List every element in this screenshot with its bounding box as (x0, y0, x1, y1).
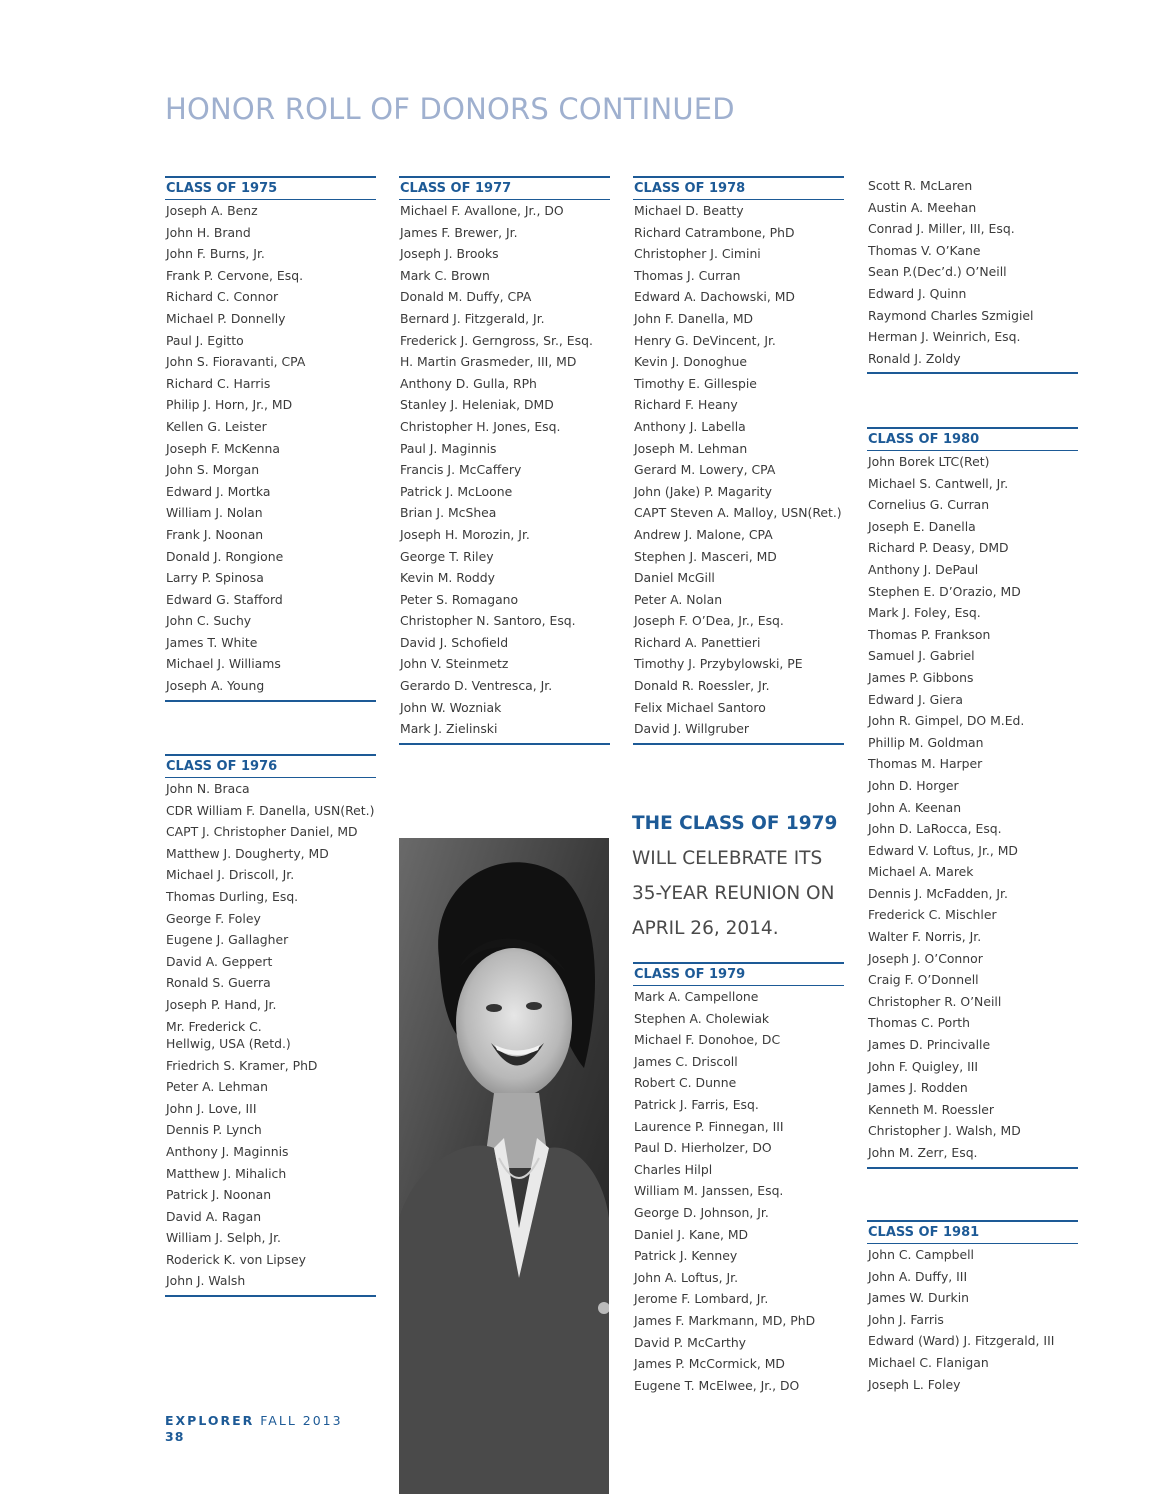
donor-name: Kevin M. Roddy (400, 570, 495, 586)
donor-name: Brian J. McShea (400, 505, 497, 521)
donor-name: Joseph L. Foley (868, 1376, 961, 1392)
donor-name: Ronald J. Zoldy (868, 350, 961, 366)
donor-name: Anthony J. Labella (634, 418, 746, 434)
donor-name: Edward J. Quinn (868, 285, 967, 301)
donor-name: Joseph H. Morozin, Jr. (400, 526, 530, 542)
donor-name: Richard A. Panettieri (634, 634, 761, 650)
donor-name: Philip J. Horn, Jr., MD (166, 397, 293, 413)
donor-name: Timothy J. Przybylowski, PE (634, 656, 803, 672)
donor-name: Robert C. Dunne (634, 1075, 737, 1091)
donor-name: Phillip M. Goldman (868, 734, 984, 750)
class-heading: CLASS OF 1976 (165, 754, 376, 778)
donor-name: John R. Gimpel, DO M.Ed. (868, 713, 1025, 729)
donor-name: James T. White (166, 634, 258, 650)
donor-name: Larry P. Spinosa (166, 570, 264, 586)
donor-name: Eugene T. McElwee, Jr., DO (634, 1377, 800, 1393)
donor-name: John Borek LTC(Ret) (868, 454, 990, 469)
donor-name: Stanley J. Heleniak, DMD (400, 397, 554, 413)
donor-name: John A. Duffy, III (868, 1268, 968, 1284)
donor-name: Dennis J. McFadden, Jr. (868, 885, 1008, 901)
donor-name: John J. Love, III (166, 1100, 257, 1116)
donor-name: George D. Johnson, Jr. (634, 1204, 769, 1220)
donor-name: Anthony D. Gulla, RPh (400, 375, 537, 391)
class-heading: CLASS OF 1981 (867, 1220, 1078, 1244)
donor-name: Mark C. Brown (400, 267, 490, 283)
donor-name: Frank P. Cervone, Esq. (166, 267, 304, 283)
donor-name: Michael D. Beatty (634, 203, 744, 218)
class-heading: CLASS OF 1977 (399, 176, 610, 200)
donor-name: Edward J. Giera (868, 691, 963, 707)
reunion-callout (632, 806, 847, 946)
donor-name: Edward G. Stafford (166, 591, 283, 607)
donor-name: John (Jake) P. Magarity (634, 483, 772, 499)
donor-name: Peter A. Nolan (634, 591, 723, 607)
donor-name: William J. Selph, Jr. (166, 1230, 281, 1246)
donor-name: John J. Farris (868, 1311, 944, 1327)
donor-name: Walter F. Norris, Jr. (868, 929, 982, 945)
donor-name: Christopher R. O’Neill (868, 993, 1002, 1009)
page-title: HONOR ROLL OF DONORS CONTINUED (165, 92, 735, 126)
donor-name: Timothy E. Gillespie (634, 375, 757, 391)
donor-name: Richard F. Heany (634, 397, 738, 413)
donor-list (399, 200, 610, 740)
class-heading: CLASS OF 1978 (633, 176, 844, 200)
donor-name: Joseph A. Benz (166, 203, 258, 218)
donor-name: James D. Princivalle (868, 1037, 991, 1053)
donor-name: Daniel J. Kane, MD (634, 1226, 749, 1242)
section-rule (633, 743, 844, 745)
donor-name: Stephen J. Masceri, MD (634, 548, 777, 564)
donor-name: Michael F. Avallone, Jr., DO (400, 203, 564, 218)
donor-name: Joseph J. O’Connor (868, 950, 983, 966)
section-rule (867, 372, 1078, 374)
donor-name: Thomas J. Curran (634, 267, 741, 283)
section-rule (165, 1295, 376, 1297)
donor-name: Bernard J. Fitzgerald, Jr. (400, 310, 545, 326)
class-1976-block (165, 754, 376, 1297)
class-1975-block (165, 176, 376, 702)
donor-name: Christopher J. Cimini (634, 246, 761, 262)
donor-name: James F. Markmann, MD, PhD (634, 1312, 816, 1328)
donor-name: Jerome F. Lombard, Jr. (634, 1291, 769, 1307)
donor-name: Michael F. Donohoe, DC (634, 1032, 781, 1048)
donor-name: James P. McCormick, MD (634, 1356, 785, 1372)
donor-name: Friedrich S. Kramer, PhD (166, 1057, 318, 1073)
donor-name: Craig F. O’Donnell (868, 972, 979, 988)
donor-name: John D. Horger (868, 777, 959, 793)
donor-name: Michael J. Williams (166, 656, 281, 672)
donor-name: Sean P.(Dec’d.) O’Neill (868, 264, 1007, 280)
donor-name: Joseph P. Hand, Jr. (166, 996, 277, 1012)
donor-list (165, 200, 376, 697)
donor-name: John H. Brand (166, 224, 251, 240)
class-heading: CLASS OF 1975 (165, 176, 376, 200)
donor-name: Kenneth M. Roessler (868, 1101, 995, 1117)
donor-name: Eugene J. Gallagher (166, 932, 289, 948)
donor-name: Kellen G. Leister (166, 418, 267, 434)
magazine-name: EXPLORER (165, 1413, 255, 1428)
donor-name: Mark J. Zielinski (400, 721, 498, 737)
donor-name: Frederick J. Gerngross, Sr., Esq. (400, 332, 593, 348)
donor-name: James J. Rodden (868, 1080, 968, 1096)
donor-name: James F. Brewer, Jr. (400, 224, 518, 240)
donor-name: John M. Zerr, Esq. (868, 1145, 978, 1160)
reunion-lead: THE CLASS OF 1979 (632, 813, 838, 834)
donor-name: Francis J. McCaffery (400, 462, 522, 478)
donor-name: Joseph J. Brooks (400, 246, 499, 262)
donor-list (867, 1244, 1078, 1395)
donor-name: Gerard M. Lowery, CPA (634, 462, 776, 478)
reunion-text: WILL CELEBRATE ITS 35-YEAR REUNION ON APRIL 26, 2014. (632, 848, 835, 939)
donor-name: Donald J. Rongione (166, 548, 284, 564)
donor-name: Michael A. Marek (868, 864, 974, 880)
donor-list (165, 778, 376, 1292)
donor-name: Austin A. Meehan (868, 199, 977, 215)
section-rule (867, 1167, 1078, 1169)
donor-name: Charles Hilpl (634, 1161, 713, 1177)
donor-name: Gerardo D. Ventresca, Jr. (400, 678, 553, 694)
donor-name: Kevin J. Donoghue (634, 354, 747, 370)
donor-name: Frank J. Noonan (166, 526, 264, 542)
donor-name: William M. Janssen, Esq. (634, 1183, 784, 1199)
donor-name: George T. Riley (400, 548, 494, 564)
donor-name: David P. McCarthy (634, 1334, 747, 1350)
donor-name: Mark J. Foley, Esq. (868, 605, 981, 621)
donor-name: Edward V. Loftus, Jr., MD (868, 842, 1018, 858)
donor-name: Roderick K. von Lipsey (166, 1251, 306, 1267)
donor-name: Felix Michael Santoro (634, 699, 766, 715)
donor-name: John N. Braca (166, 781, 250, 796)
donor-name: John D. LaRocca, Esq. (868, 821, 1002, 837)
donor-list (867, 451, 1078, 1164)
donor-name: James C. Driscoll (634, 1053, 738, 1069)
donor-name: Mark A. Campellone (634, 989, 759, 1004)
donor-name: John C. Campbell (868, 1247, 974, 1262)
donor-name: Stephen E. D’Orazio, MD (868, 583, 1021, 599)
donor-name: William J. Nolan (166, 505, 263, 521)
donor-list (867, 175, 1078, 369)
section-rule (165, 700, 376, 702)
donor-name: James W. Durkin (868, 1290, 969, 1306)
donor-name: John C. Suchy (166, 613, 252, 629)
section-rule (399, 743, 610, 745)
donor-name: John A. Keenan (868, 799, 962, 815)
donor-name: Samuel J. Gabriel (868, 648, 975, 664)
donor-name: Michael J. Driscoll, Jr. (166, 867, 295, 883)
donor-name: Matthew J. Mihalich (166, 1165, 287, 1181)
donor-name: Joseph E. Danella (868, 518, 976, 534)
donor-name: David A. Geppert (166, 953, 273, 969)
page-footer (165, 1413, 343, 1445)
donor-name: Donald M. Duffy, CPA (400, 289, 532, 305)
class-heading: CLASS OF 1980 (867, 427, 1078, 451)
donor-name: Patrick J. Noonan (166, 1187, 272, 1203)
donor-name: David J. Willgruber (634, 721, 749, 737)
donor-name: Henry G. DeVincent, Jr. (634, 332, 776, 348)
donor-name: George F. Foley (166, 910, 261, 926)
donor-name: Cornelius G. Curran (868, 497, 990, 513)
class-1978-block (633, 176, 844, 745)
donor-name: Joseph M. Lehman (634, 440, 748, 456)
donor-name: David J. Schofield (400, 634, 509, 650)
donor-name: John F. Danella, MD (634, 310, 754, 326)
donor-name: CAPT Steven A. Malloy, USN(Ret.) (634, 505, 842, 521)
donor-name: Laurence P. Finnegan, III (634, 1118, 784, 1134)
donor-name: Christopher H. Jones, Esq. (400, 418, 561, 434)
donor-name: Daniel McGill (634, 570, 715, 586)
donor-name: Paul D. Hierholzer, DO (634, 1140, 772, 1156)
donor-name: Richard C. Harris (166, 375, 271, 391)
donor-name: Thomas Durling, Esq. (166, 888, 299, 904)
class-1978-continued-block (867, 175, 1078, 374)
donor-list (633, 986, 844, 1396)
issue-label: FALL 2013 (260, 1413, 343, 1428)
donor-name: David A. Ragan (166, 1208, 262, 1224)
donor-name: Peter S. Romagano (400, 591, 519, 607)
donor-name: Edward A. Dachowski, MD (634, 289, 795, 305)
donor-name: John J. Walsh (166, 1273, 246, 1289)
donor-name: CDR William F. Danella, USN(Ret.) (166, 802, 375, 818)
donor-name: Andrew J. Malone, CPA (634, 526, 773, 542)
photo-image (399, 838, 609, 1494)
donor-name: Joseph F. O’Dea, Jr., Esq. (634, 613, 784, 629)
donor-name: Thomas C. Porth (868, 1015, 971, 1031)
donor-name: Christopher J. Walsh, MD (868, 1123, 1021, 1139)
donor-name: Ronald S. Guerra (166, 975, 271, 991)
donor-name: John S. Morgan (166, 462, 260, 478)
donor-list (633, 200, 844, 740)
donor-name: John F. Burns, Jr. (166, 246, 265, 262)
alumna-photo (399, 838, 609, 1494)
donor-name: Joseph F. McKenna (166, 440, 280, 456)
donor-name: H. Martin Grasmeder, III, MD (400, 354, 577, 370)
donor-name: Scott R. McLaren (868, 178, 973, 193)
donor-name: Christopher N. Santoro, Esq. (400, 613, 576, 629)
class-1979-block (633, 962, 844, 1396)
donor-name: CAPT J. Christopher Daniel, MD (166, 824, 358, 840)
donor-name: Matthew J. Dougherty, MD (166, 845, 329, 861)
donor-name: Richard C. Connor (166, 289, 279, 305)
donor-name: Michael P. Donnelly (166, 310, 286, 326)
donor-name: Patrick J. Kenney (634, 1248, 738, 1264)
donor-name: John V. Steinmetz (400, 656, 509, 672)
donor-name: Patrick J. Farris, Esq. (634, 1096, 759, 1112)
donor-name: Donald R. Roessler, Jr. (634, 678, 770, 694)
donor-name: Edward (Ward) J. Fitzgerald, III (868, 1333, 1055, 1349)
donor-name: Thomas V. O’Kane (868, 242, 981, 258)
donor-name: Paul J. Maginnis (400, 440, 497, 456)
page-number: 38 (165, 1429, 185, 1444)
donor-name: John A. Loftus, Jr. (634, 1269, 739, 1285)
donor-name: Conrad J. Miller, III, Esq. (868, 221, 1015, 237)
donor-name: Thomas P. Frankson (868, 626, 991, 642)
donor-name: Paul J. Egitto (166, 332, 244, 348)
donor-name: Stephen A. Cholewiak (634, 1010, 770, 1026)
donor-name: James P. Gibbons (868, 669, 974, 685)
donor-name: Richard P. Deasy, DMD (868, 540, 1009, 556)
donor-name: Peter A. Lehman (166, 1079, 268, 1095)
donor-name: Anthony J. DePaul (868, 561, 979, 577)
donor-name: Raymond Charles Szmigiel (868, 307, 1034, 323)
donor-name: Anthony J. Maginnis (166, 1143, 289, 1159)
donor-name: John S. Fioravanti, CPA (166, 354, 306, 370)
donor-name: Michael C. Flanigan (868, 1354, 989, 1370)
donor-name: John F. Quigley, III (868, 1058, 979, 1074)
donor-name: Thomas M. Harper (868, 756, 983, 772)
donor-name: Dennis P. Lynch (166, 1122, 262, 1138)
donor-name: Herman J. Weinrich, Esq. (868, 329, 1021, 345)
donor-name: John W. Wozniak (400, 699, 502, 715)
donor-name: Michael S. Cantwell, Jr. (868, 475, 1009, 491)
class-1981-block (867, 1220, 1078, 1395)
class-1980-block (867, 427, 1078, 1169)
class-heading: CLASS OF 1979 (633, 962, 844, 986)
donor-name: Patrick J. McLoone (400, 483, 513, 499)
donor-name: Richard Catrambone, PhD (634, 224, 795, 240)
donor-name: Frederick C. Mischler (868, 907, 997, 923)
donor-name: Joseph A. Young (166, 678, 265, 694)
donor-name: Mr. Frederick C. Hellwig, USA (Retd.) (166, 1018, 291, 1051)
donor-name: Edward J. Mortka (166, 483, 271, 499)
class-1977-block (399, 176, 610, 745)
